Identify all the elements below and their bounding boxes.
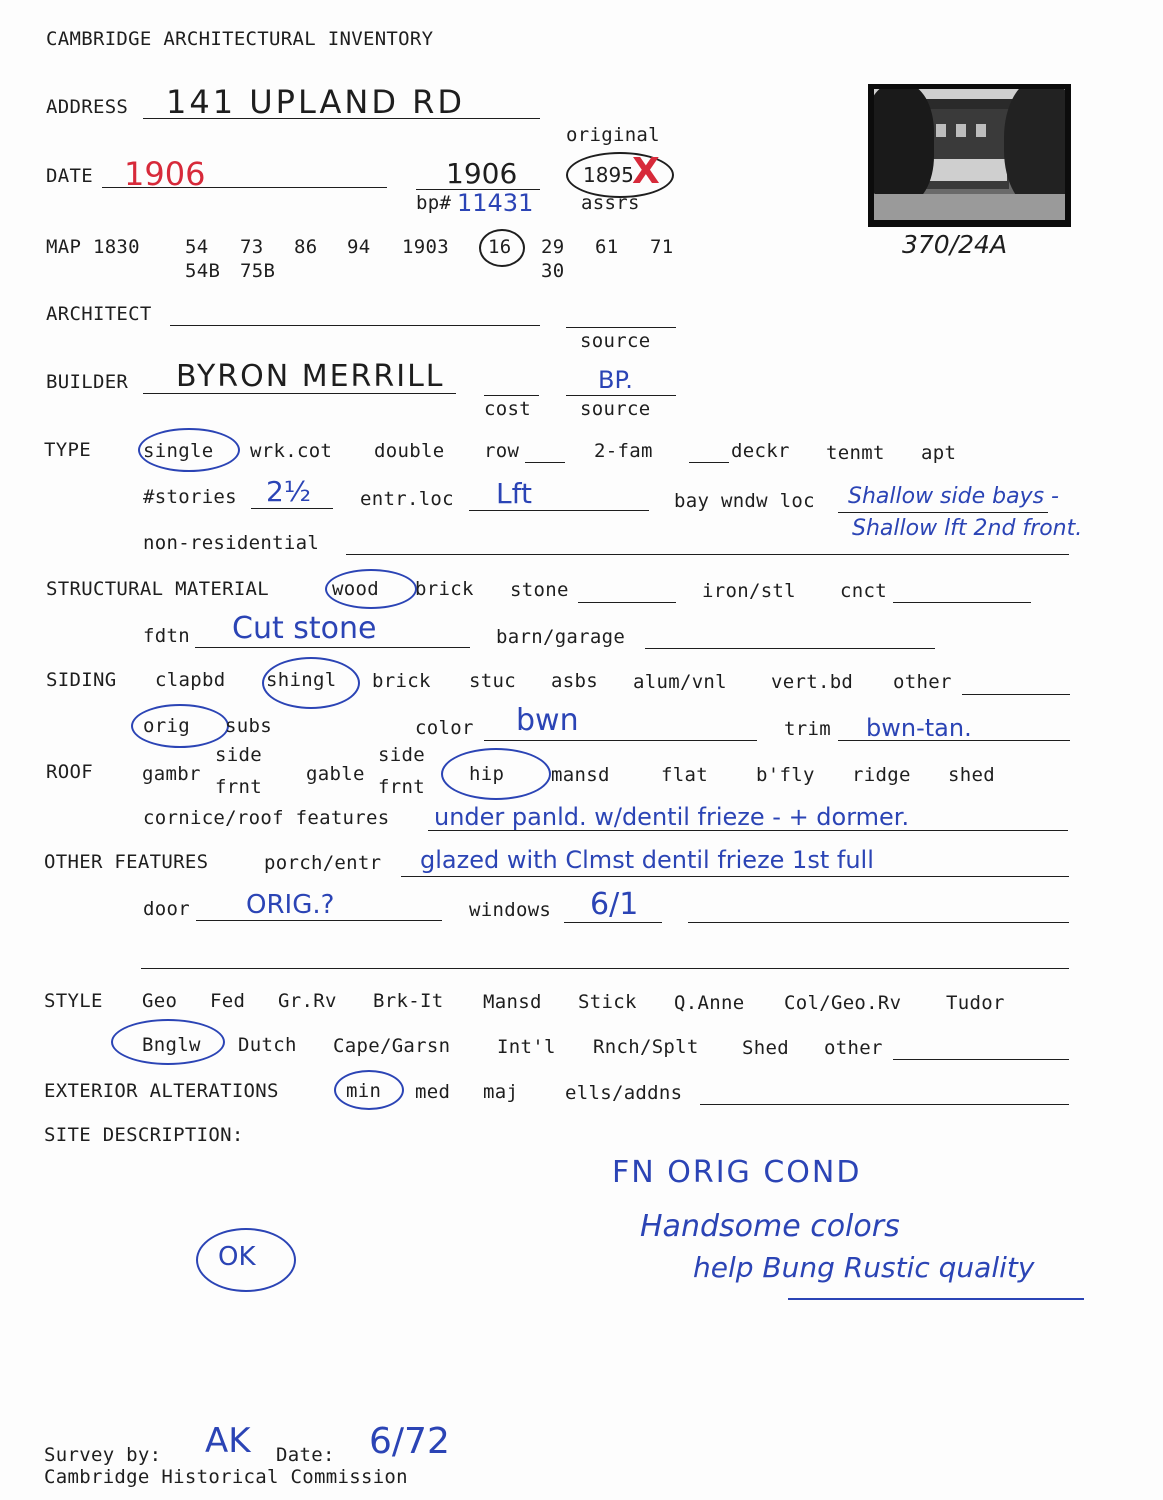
roof-frnt-1: frnt bbox=[215, 776, 262, 798]
type-wrkcot: wrk.cot bbox=[250, 440, 333, 462]
type-single-circle bbox=[138, 428, 240, 472]
ext-alt-maj: maj bbox=[483, 1081, 519, 1103]
struct-iron: iron/stl bbox=[702, 580, 796, 602]
ext-alt-med: med bbox=[415, 1081, 451, 1103]
assrs-value: 1895 bbox=[583, 163, 634, 187]
roof-side-2: side bbox=[378, 744, 425, 766]
builder-source-label: source bbox=[580, 398, 651, 420]
map-30: 30 bbox=[541, 260, 565, 282]
type-double: double bbox=[374, 440, 445, 462]
builder-value: BYRON MERRILL bbox=[176, 359, 445, 394]
type-row: row bbox=[484, 440, 520, 462]
style-other: other bbox=[824, 1037, 883, 1059]
windows-line bbox=[564, 922, 662, 923]
siding-alum: alum/vnl bbox=[633, 671, 727, 693]
map-94: 94 bbox=[347, 236, 371, 258]
cost-line bbox=[484, 395, 539, 396]
entr-line bbox=[469, 510, 649, 511]
photo-number: 370/24A bbox=[902, 230, 1008, 259]
commission-name: Cambridge Historical Commission bbox=[44, 1466, 408, 1488]
entr-label: entr.loc bbox=[360, 488, 454, 510]
map-1903: 1903 bbox=[402, 236, 449, 258]
style-intl: Int'l bbox=[497, 1036, 556, 1058]
map-54b: 54B bbox=[185, 260, 221, 282]
porch-value: glazed with Clmst dentil frieze 1st full bbox=[420, 846, 874, 874]
original-label: original bbox=[566, 124, 660, 146]
ext-alt-label: EXTERIOR ALTERATIONS bbox=[44, 1080, 279, 1102]
trim-value: bwn-tan. bbox=[866, 714, 972, 742]
blank-line bbox=[141, 968, 1069, 969]
type-label: TYPE bbox=[44, 439, 91, 461]
style-mansd: Mansd bbox=[483, 991, 542, 1013]
struct-wood-circle bbox=[325, 569, 417, 609]
type-tenmt: tenmt bbox=[826, 442, 885, 464]
struct-cnct-line bbox=[893, 602, 1031, 603]
map-16-circle bbox=[479, 229, 525, 267]
style-qanne: Q.Anne bbox=[674, 992, 745, 1014]
cornice-label: cornice/roof features bbox=[143, 807, 390, 829]
stories-line bbox=[251, 508, 333, 509]
style-fed: Fed bbox=[210, 990, 246, 1012]
ext-alt-ellsaddns: ells/addns bbox=[565, 1082, 683, 1104]
roof-mansd: mansd bbox=[551, 764, 610, 786]
builder-source-value: BP. bbox=[598, 366, 633, 394]
cornice-value: under panld. w/dentil frieze - + dormer. bbox=[434, 803, 910, 831]
map-54: 54 bbox=[185, 236, 209, 258]
struct-wood: wood bbox=[332, 578, 379, 600]
orig-date-value: 1906 bbox=[446, 157, 518, 190]
fdtn-line bbox=[195, 647, 470, 648]
site-note-3: help Bung Rustic quality bbox=[693, 1251, 1035, 1284]
stories-label: #stories bbox=[143, 486, 237, 508]
orig-label: orig bbox=[143, 715, 190, 737]
ext-alt-min: min bbox=[346, 1080, 382, 1102]
siding-clapbd: clapbd bbox=[155, 669, 226, 691]
bay-label: bay wndw loc bbox=[674, 490, 815, 512]
porch-line bbox=[401, 876, 1069, 877]
roof-hip: hip bbox=[469, 763, 505, 785]
struct-label: STRUCTURAL MATERIAL bbox=[46, 578, 270, 600]
color-line bbox=[484, 740, 757, 741]
siding-asbs: asbs bbox=[551, 670, 598, 692]
bp-label: bp# bbox=[416, 192, 452, 214]
form-title: CAMBRIDGE ARCHITECTURAL INVENTORY bbox=[46, 28, 434, 50]
style-colgeorv: Col/Geo.Rv bbox=[784, 992, 902, 1014]
site-note-1: FN ORIG COND bbox=[612, 1155, 862, 1190]
siding-other: other bbox=[893, 671, 952, 693]
style-geo: Geo bbox=[142, 990, 178, 1012]
style-shed: Shed bbox=[742, 1037, 789, 1059]
architect-line bbox=[170, 325, 540, 326]
siding-shingl-circle bbox=[262, 657, 360, 709]
builder-source-line bbox=[566, 395, 676, 396]
color-value: bwn bbox=[516, 703, 579, 738]
struct-cnct: cnct bbox=[840, 580, 887, 602]
roof-ridge: ridge bbox=[852, 764, 911, 786]
roof-flat: flat bbox=[661, 764, 708, 786]
map-29: 29 bbox=[541, 236, 565, 258]
roof-bfly: b'fly bbox=[756, 764, 815, 786]
porch-label: porch/entr bbox=[264, 852, 382, 874]
bay-value-1: Shallow side bays - bbox=[848, 484, 1059, 509]
bay-line bbox=[838, 512, 1048, 513]
entr-value: Lft bbox=[496, 477, 532, 510]
type-apt: apt bbox=[921, 442, 957, 464]
roof-label: ROOF bbox=[46, 761, 93, 783]
other-features-label: OTHER FEATURES bbox=[44, 851, 209, 873]
address-label: ADDRESS bbox=[46, 96, 129, 118]
ext-alt-min-circle bbox=[334, 1070, 404, 1110]
style-bnglw: Bnglw bbox=[142, 1034, 201, 1056]
barn-label: barn/garage bbox=[496, 626, 626, 648]
struct-stone: stone bbox=[510, 579, 569, 601]
bp-value: 11431 bbox=[457, 189, 534, 217]
ext-alt-line bbox=[700, 1104, 1069, 1105]
survey-value: AK bbox=[205, 1421, 251, 1461]
map-label: MAP 1830 bbox=[46, 236, 140, 258]
site-label: SITE DESCRIPTION: bbox=[44, 1124, 244, 1146]
date-label: DATE bbox=[46, 165, 93, 187]
siding-vertbd: vert.bd bbox=[771, 671, 854, 693]
fdtn-label: fdtn bbox=[143, 625, 190, 647]
orig-circle bbox=[131, 704, 229, 748]
map-71: 71 bbox=[650, 236, 674, 258]
site-note-underline bbox=[788, 1298, 1084, 1300]
siding-label: SIDING bbox=[46, 669, 117, 691]
architect-source-label: source bbox=[580, 330, 651, 352]
siding-stuc: stuc bbox=[469, 670, 516, 692]
map-16: 16 bbox=[488, 236, 512, 258]
roof-gambr: gambr bbox=[142, 763, 201, 785]
map-75b: 75B bbox=[240, 260, 276, 282]
barn-line bbox=[645, 648, 935, 649]
nonres-label: non-residential bbox=[143, 532, 320, 554]
architect-source-line bbox=[566, 327, 676, 328]
map-73: 73 bbox=[240, 236, 264, 258]
architect-label: ARCHITECT bbox=[46, 303, 152, 325]
roof-gable: gable bbox=[306, 763, 365, 785]
style-capegarsn: Cape/Garsn bbox=[333, 1035, 451, 1057]
trim-label: trim bbox=[784, 718, 831, 740]
style-tudor: Tudor bbox=[946, 992, 1005, 1014]
stories-value: 2½ bbox=[266, 475, 311, 508]
map-61: 61 bbox=[595, 236, 619, 258]
struct-stone-line bbox=[578, 602, 676, 603]
site-note-2: Handsome colors bbox=[640, 1209, 900, 1244]
survey-date-label: Date: bbox=[276, 1444, 335, 1466]
style-stick: Stick bbox=[578, 991, 637, 1013]
survey-label: Survey by: bbox=[44, 1444, 162, 1466]
type-deckr-line bbox=[689, 462, 729, 463]
siding-other-line bbox=[962, 694, 1070, 695]
windows-extra-line bbox=[688, 922, 1069, 923]
roof-shed: shed bbox=[948, 764, 995, 786]
fdtn-value: Cut stone bbox=[232, 611, 377, 646]
nonres-line bbox=[346, 554, 1069, 555]
bay-value-2: Shallow lft 2nd front. bbox=[852, 516, 1083, 541]
style-other-line bbox=[893, 1059, 1069, 1060]
house-photo bbox=[868, 84, 1071, 227]
cost-label: cost bbox=[484, 398, 531, 420]
door-line bbox=[196, 920, 442, 921]
style-bnglw-circle bbox=[111, 1019, 225, 1065]
style-dutch: Dutch bbox=[238, 1034, 297, 1056]
date-value: 1906 bbox=[124, 155, 206, 193]
assrs-label: assrs bbox=[581, 192, 640, 214]
type-deckr: deckr bbox=[731, 440, 790, 462]
door-label: door bbox=[143, 898, 190, 920]
builder-label: BUILDER bbox=[46, 371, 129, 393]
type-single: single bbox=[143, 440, 214, 462]
subs-label: subs bbox=[225, 715, 272, 737]
style-brkit: Brk-It bbox=[373, 990, 444, 1012]
type-row-line bbox=[525, 462, 565, 463]
struct-brick: brick bbox=[415, 578, 474, 600]
address-value: 141 UPLAND RD bbox=[166, 83, 466, 121]
siding-shingl: shingl bbox=[266, 669, 337, 691]
windows-value: 6/1 bbox=[590, 887, 639, 922]
assrs-mark: X bbox=[632, 151, 660, 192]
type-2fam: 2-fam bbox=[594, 440, 653, 462]
style-label: STYLE bbox=[44, 990, 103, 1012]
color-label: color bbox=[415, 717, 474, 739]
roof-side-1: side bbox=[215, 744, 262, 766]
windows-label: windows bbox=[469, 899, 552, 921]
ok-note: OK bbox=[218, 1242, 256, 1272]
style-grrv: Gr.Rv bbox=[278, 990, 337, 1012]
roof-frnt-2: frnt bbox=[378, 776, 425, 798]
map-86: 86 bbox=[294, 236, 318, 258]
style-rnchsplt: Rnch/Splt bbox=[593, 1036, 699, 1058]
roof-hip-circle bbox=[441, 748, 551, 800]
door-value: ORIG.? bbox=[246, 890, 335, 920]
survey-date-value: 6/72 bbox=[369, 1421, 450, 1462]
siding-brick: brick bbox=[372, 670, 431, 692]
